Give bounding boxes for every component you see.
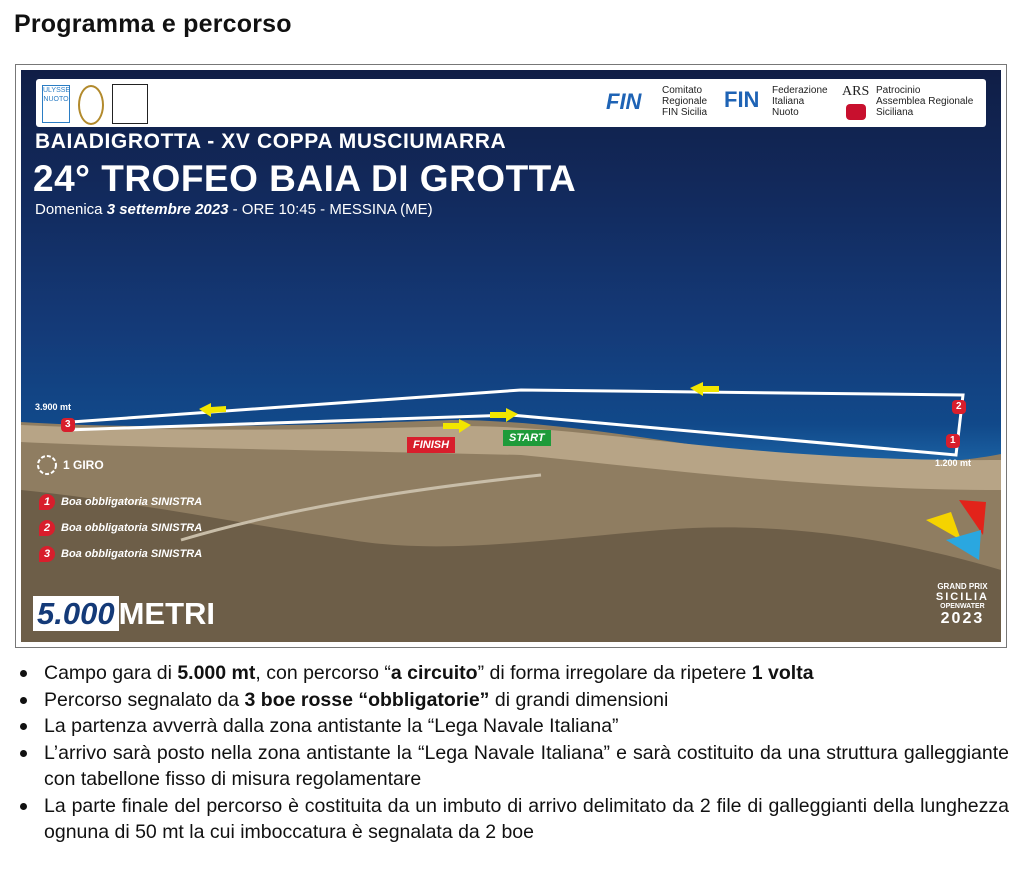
bullet-item	[14, 713, 1009, 740]
fin-sicilia-logo: FIN	[606, 89, 642, 114]
arrow-icon	[490, 408, 518, 422]
ulysse-logo	[42, 85, 70, 123]
gp-line: OPENWATER	[940, 603, 985, 610]
bullet-item	[14, 660, 1009, 687]
bullet-list	[14, 660, 1009, 846]
logo-bar	[36, 79, 986, 127]
course-poster	[15, 64, 1007, 648]
org-line: Italiana	[772, 96, 805, 107]
buoy-3-number: 3	[65, 419, 71, 430]
bullet-text: La parte finale del percorso è costituita da un imbuto di arrivo delimitato da 2 file di galleggianti della lunghezza ognuna di 50 mt la cui imboccatura è segnalata da 2 boe	[44, 794, 1009, 843]
bullet-text: Campo gara di	[44, 662, 178, 684]
ars-logo: ARS	[842, 84, 870, 99]
distance-number: 5.000	[33, 596, 119, 631]
bullet-bold-text: 5.000 mt	[177, 662, 256, 684]
gp-line: GRAND PRIX	[937, 582, 988, 591]
date-suffix: - ORE 10:45 - MESSINA (ME)	[228, 201, 433, 218]
buoy-icon: 3	[39, 546, 55, 562]
date-prefix: Domenica	[35, 201, 107, 218]
bullet-bold-text: 1 volta	[751, 662, 814, 684]
buoy-legend-label: Boa obbligatoria SINISTRA	[61, 495, 203, 508]
emblem-logo	[78, 85, 104, 125]
buoy-legend-3	[39, 546, 202, 562]
buoy-icon: 1	[39, 494, 55, 510]
bullet-item	[14, 740, 1009, 793]
gp-line: SICILIA	[935, 591, 989, 603]
organizer-ars	[876, 85, 973, 118]
laps-label: 1 GIRO	[63, 458, 104, 472]
bullet-bold-text: a circuito	[390, 662, 478, 684]
bullet-bold-text: 3 boe rosse “obbligatorie”	[244, 688, 490, 711]
date-day: 3 settembre 2023	[106, 201, 229, 218]
event-subtitle: BAIADIGROTTA - XV COPPA MUSCIUMARRA	[35, 130, 507, 153]
buoy-legend-1	[39, 494, 202, 510]
buoy-1-number: 1	[950, 435, 956, 446]
course-map	[21, 70, 1001, 642]
organizer-fin-sicilia	[662, 85, 707, 118]
label-3900: 3.900 mt	[35, 402, 72, 412]
org-line: Comitato	[662, 85, 703, 96]
bullet-text: L’arrivo sarà posto nella zona antistante la “Lega Navale Italiana” e sarà costituito da una struttura galleggiante con tabellone fisso di misura regolamentare	[44, 741, 1009, 790]
grand-prix-logo	[936, 582, 989, 628]
bullet-item	[14, 793, 1009, 846]
org-line: Federazione	[772, 85, 828, 96]
section-title: Programma e percorso	[14, 10, 292, 38]
ulysse-logo-text: ULYSSE NUOTO	[43, 87, 71, 103]
org-line: Assemblea Regionale	[876, 96, 974, 107]
organizer-fin-italiana	[772, 85, 828, 118]
buoy-legend-2	[39, 520, 202, 536]
buoy-2-number: 2	[956, 401, 962, 412]
org-line: Regionale	[662, 96, 708, 107]
finish-tag: FINISH	[407, 437, 455, 453]
bullet-text: Percorso segnalato da	[44, 688, 245, 711]
org-line: Siciliana	[876, 107, 914, 118]
bullet-item	[14, 687, 1009, 714]
distance-banner	[33, 596, 215, 632]
label-1200: 1.200 mt	[935, 458, 972, 468]
org-line: Nuoto	[772, 107, 799, 118]
event-title: 24° TROFEO BAIA DI GROTTA	[33, 158, 577, 199]
bullet-text: di grandi dimensioni	[489, 688, 669, 711]
gp-year: 2023	[940, 610, 985, 627]
arrow-icon	[199, 403, 226, 417]
ars-seal-icon	[846, 104, 866, 120]
buoy-legend-label: Boa obbligatoria SINISTRA	[61, 521, 203, 534]
fin-federazione-logo: FIN	[724, 87, 760, 112]
start-tag: START	[503, 430, 551, 446]
bullet-text: La partenza avverrà dalla zona antistante la “Lega Navale Italiana”	[44, 715, 619, 737]
distance-unit: METRI	[118, 596, 216, 631]
bullet-text: ” di forma irregolare da ripetere	[477, 662, 752, 684]
arrow-icon	[690, 382, 719, 396]
buoy-legend-label: Boa obbligatoria SINISTRA	[61, 547, 203, 560]
building-logo	[112, 84, 148, 124]
org-line: FIN Sicilia	[662, 107, 708, 118]
buoy-icon: 2	[39, 520, 55, 536]
bullet-text: , con percorso “	[255, 662, 391, 684]
event-date	[35, 201, 433, 218]
org-line: Patrocinio	[876, 85, 921, 96]
